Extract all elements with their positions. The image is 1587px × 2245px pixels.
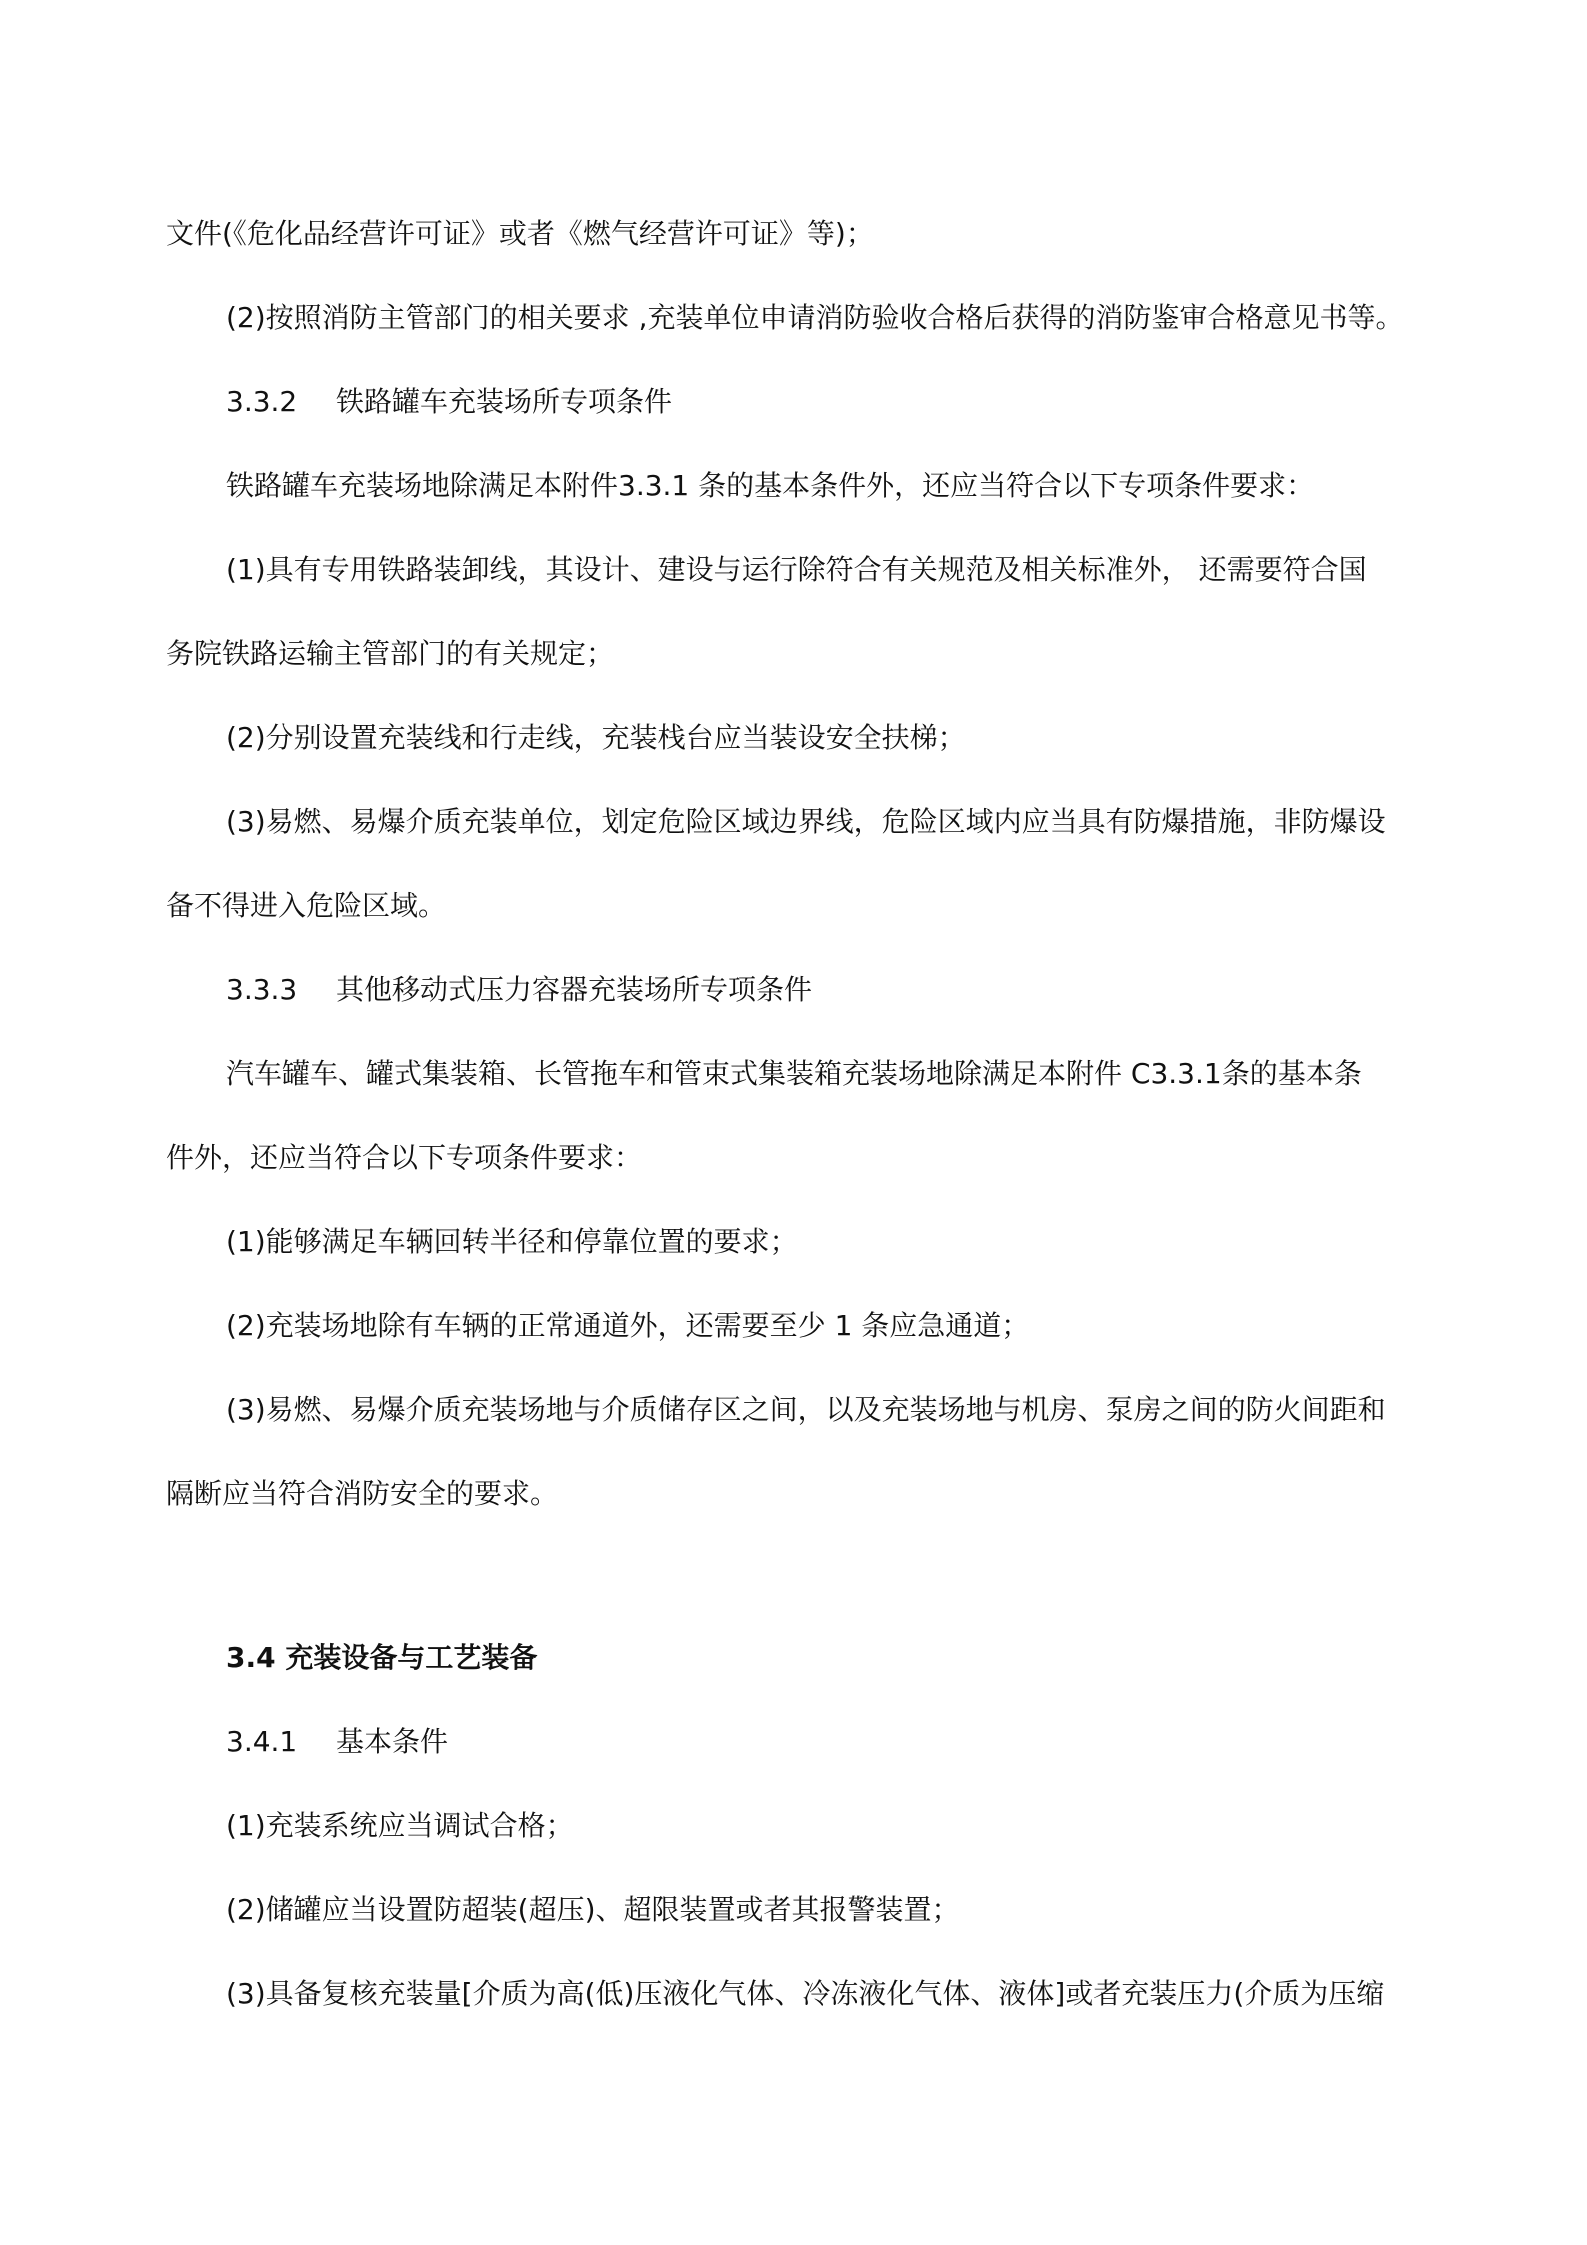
paragraph-line: (2)按照消防主管部门的相关要求 ,充装单位申请消防验收合格后获得的消防鉴审合格意见书等。 bbox=[226, 301, 1404, 334]
paragraph-line: (1)能够满足车辆回转半径和停靠位置的要求； bbox=[226, 1225, 798, 1258]
section-title: 基本条件 bbox=[336, 1725, 449, 1758]
paragraph-line: (2)储罐应当设置防超装(超压)、超限装置或者其报警装置； bbox=[226, 1893, 960, 1926]
paragraph-line: (2)分别设置充装线和行走线，充装栈台应当装设安全扶梯； bbox=[226, 721, 966, 754]
subsection-3-3-2 bbox=[226, 382, 1496, 422]
paragraph-line: (1)具有专用铁路装卸线，其设计、建设与运行除符合有关规范及相关标准外， 还需要符合国 bbox=[226, 553, 1367, 586]
paragraph-line: 务院铁路运输主管部门的有关规定； bbox=[166, 637, 615, 670]
paragraph-line: 件外，还应当符合以下专项条件要求： bbox=[166, 1141, 643, 1174]
paragraph-line: 汽车罐车、罐式集装箱、长管拖车和管束式集装箱充装场地除满足本附件 C3.3.1条的基本条 bbox=[226, 1057, 1362, 1090]
paragraph-line: (3)易燃、易爆介质充装场地与介质储存区之间，以及充装场地与机房、泵房之间的防火间距和 bbox=[226, 1393, 1386, 1426]
paragraph-line: 铁路罐车充装场地除满足本附件3.3.1 条的基本条件外，还应当符合以下专项条件要求： bbox=[226, 469, 1315, 502]
paragraph-line: (3)具备复核充装量[介质为高(低)压液化气体、冷冻液化气体、液体]或者充装压力(介质为压缩 bbox=[226, 1977, 1385, 2010]
section-number: 3.3.3 bbox=[226, 973, 298, 1006]
subsection-3-3-3 bbox=[226, 970, 1496, 1010]
section-heading-3-4: 3.4 充装设备与工艺装备 bbox=[226, 1641, 538, 1674]
paragraph-line: 隔断应当符合消防安全的要求。 bbox=[166, 1477, 559, 1510]
subsection-3-4-1 bbox=[226, 1722, 1496, 1762]
paragraph-line: (3)易燃、易爆介质充装单位，划定危险区域边界线，危险区域内应当具有防爆措施，非防爆设 bbox=[226, 805, 1386, 838]
section-number: 3.4.1 bbox=[226, 1725, 298, 1758]
paragraph-line: (2)充装场地除有车辆的正常通道外，还需要至少 1 条应急通道； bbox=[226, 1309, 1030, 1342]
paragraph-line: 备不得进入危险区域。 bbox=[166, 889, 447, 922]
section-title: 铁路罐车充装场所专项条件 bbox=[336, 385, 673, 418]
paragraph-line: (1)充装系统应当调试合格； bbox=[226, 1809, 574, 1842]
section-number: 3.3.2 bbox=[226, 385, 298, 418]
section-title: 其他移动式压力容器充装场所专项条件 bbox=[336, 973, 813, 1006]
paragraph-line: 文件(《危化品经营许可证》或者《燃气经营许可证》等)； bbox=[166, 217, 874, 250]
